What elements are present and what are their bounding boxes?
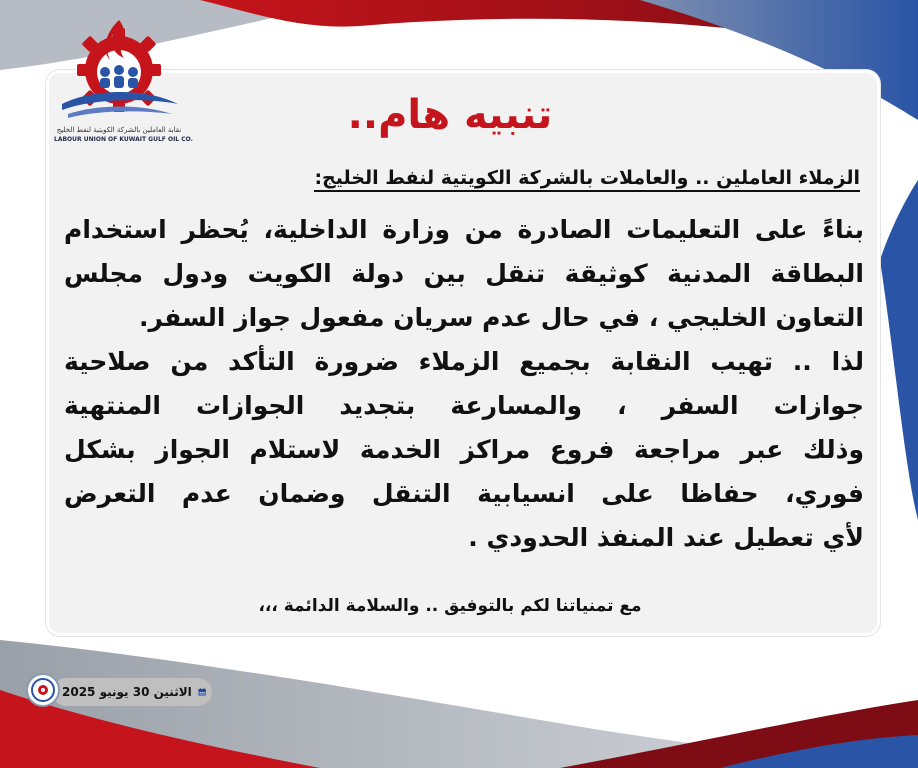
union-emblem-icon xyxy=(54,18,184,128)
notice-line: بناءً على التعليمات الصادرة من وزارة الداخلية، يُحظر استخدام xyxy=(64,215,864,244)
calendar-icon xyxy=(198,683,206,701)
union-logo xyxy=(54,18,193,144)
notice-closing: مع تمنياتنا لكم بالتوفيق .. والسلامة الدائمة ،،، xyxy=(258,596,642,616)
logo-english-name: LABOUR UNION OF KUWAIT GULF OIL CO. xyxy=(54,136,193,143)
notice-heading: تنبيه هام.. xyxy=(347,92,553,138)
notice-line: لذا .. تهيب النقابة بجميع الزملاء ضرورة التأكد من صلاحية xyxy=(64,347,864,376)
notice-line: جوازات السفر ، والمسارعة بتجديد الجوازات المنتهية xyxy=(64,391,864,420)
union-seal-icon xyxy=(26,673,60,707)
date-text: الاثنين 30 يونيو 2025 xyxy=(62,685,192,699)
notice-line: وذلك عبر مراجعة فروع مراكز الخدمة لاستلام الجواز بشكل xyxy=(64,435,864,464)
notice-line: لأي تعطيل عند المنفذ الحدودي . xyxy=(468,523,864,552)
logo-arabic-name: نقابة العاملين بالشركة الكويتية لنفط الخليج xyxy=(56,126,182,134)
notice-line: فوري، حفاظا على انسيابية التنقل وضمان عدم التعرض xyxy=(64,479,864,508)
notice-addressee: الزملاء العاملين .. والعاملات بالشركة الكويتية لنفط الخليج: xyxy=(314,167,860,192)
notice-line: التعاون الخليجي ، في حال عدم سريان مفعول جواز السفر. xyxy=(139,303,864,332)
notice-line: البطاقة المدنية كوثيقة تنقل بين دولة الكويت ودول مجلس xyxy=(64,259,864,288)
date-badge xyxy=(52,678,212,706)
notice-body xyxy=(64,208,864,560)
